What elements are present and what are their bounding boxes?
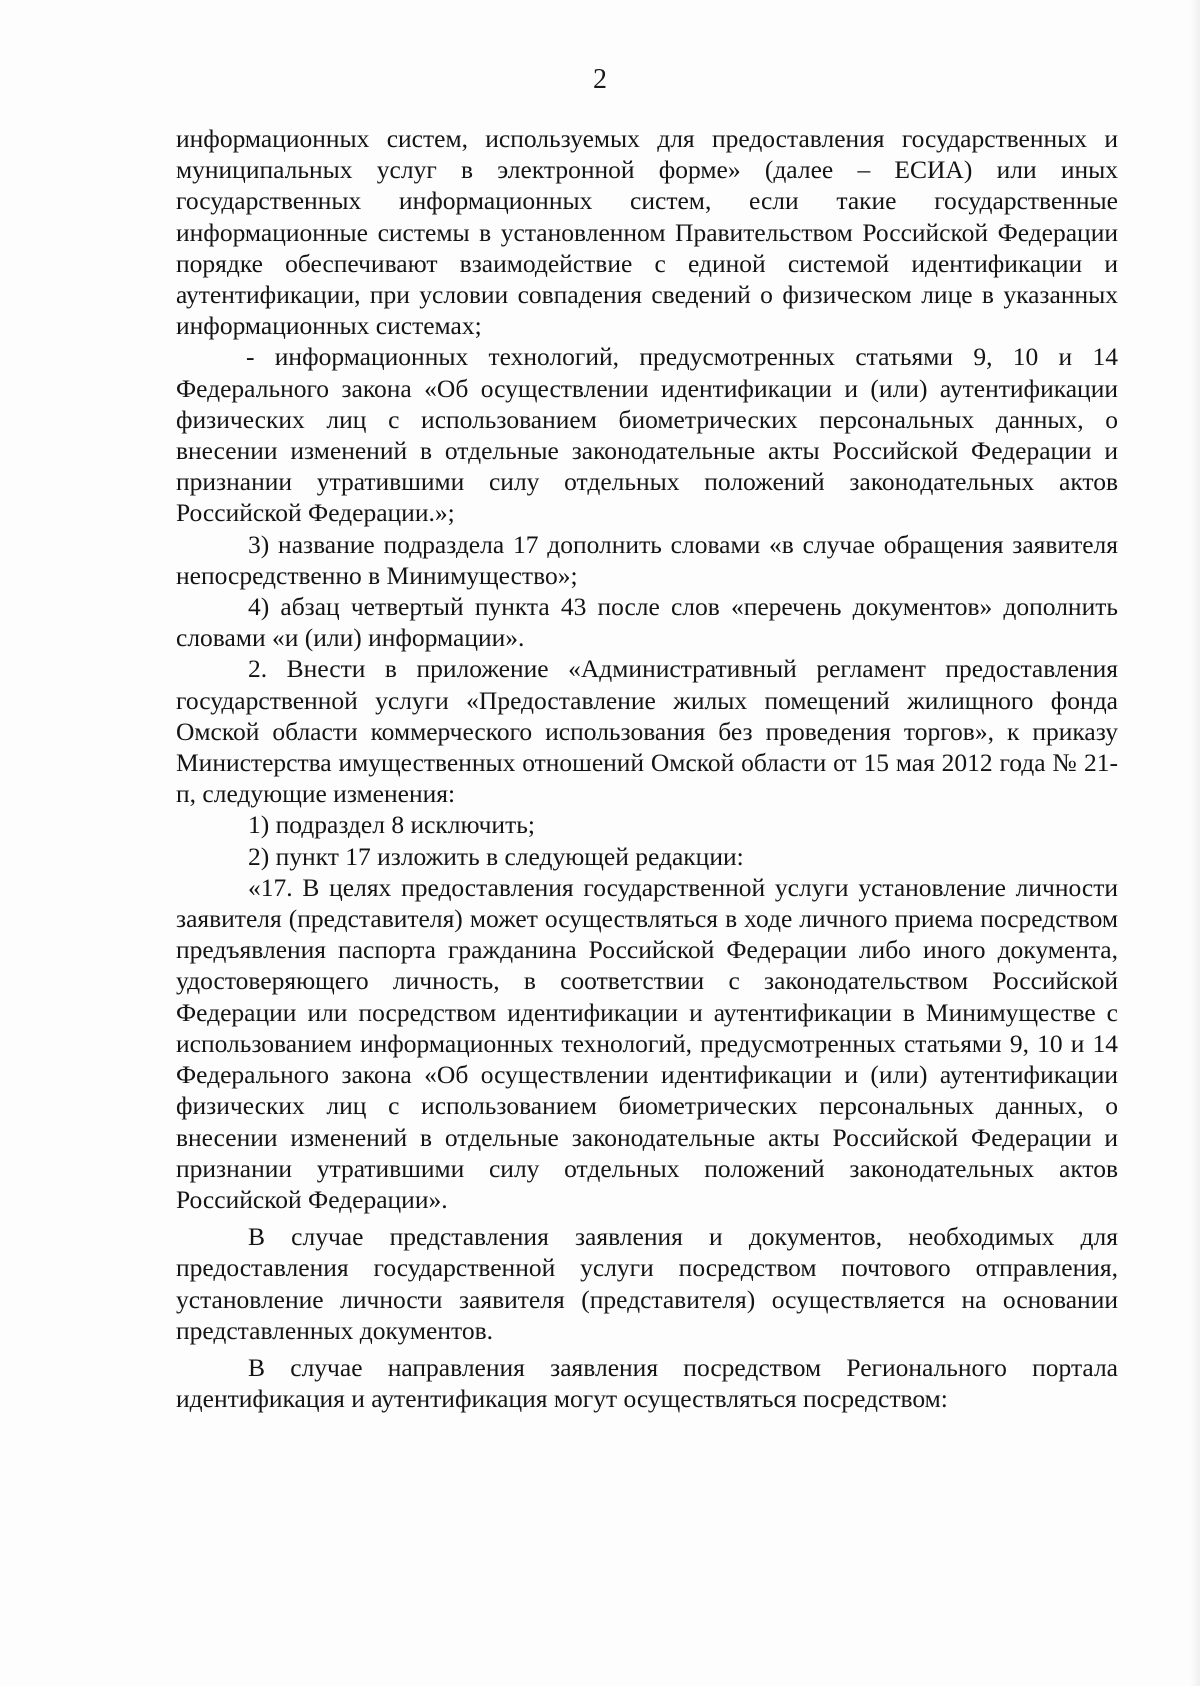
paragraph-clause-17: «17. В целях предоставления государственной услуги установление личности заявителя (представителя) может осуществляться в ходе личного приема посредством предъявления паспорта гражданина Российской Федерации либо иного документа, удостоверяющего личность, в соответствии с законодательством Российской Федерации или посредством идентификации и аутентификации в Минимуществе с использованием информационных технологий, предусмотренных статьями 9, 10 и 14 Федерального закона «Об осуществлении идентификации и (или) аутентификации физических лиц с использованием биометрических персональных данных, о внесении изменений в отдельные законодательные акты Российской Федерации и признании утратившими силу отдельных положений законодательных актов Российской Федерации».: [176, 872, 1118, 1214]
paragraph-postal-case: В случае представления заявления и документов, необходимых для предоставления государственной услуги посредством почтового отправления, установление личности заявителя (представителя) осуществляется на основании представленных документов.: [176, 1222, 1118, 1345]
document-body: [176, 123, 1118, 1414]
paragraph-continuation: информационных систем, используемых для предоставления государственных и муниципальных услуг в электронной форме» (далее – ЕСИА) или иных государственных информационных систем, если такие государственные информационные системы в установленном Правительством Российской Федерации порядке обеспечивают взаимодействие с единой системой идентификации и аутентификации, при условии совпадения сведений о физическом лице в указанных информационных системах;: [176, 124, 1118, 341]
paragraph-list-item: - информационных технологий, предусмотренных статьями 9, 10 и 14 Федерального закона «Об осуществлении идентификации и (или) аутентификации физических лиц с использованием биометрических персональных данных, о внесении изменений в отдельные законодательные акты Российской Федерации и признании утратившими силу отдельных положений законодательных актов Российской Федерации.»;: [176, 342, 1118, 528]
paragraph-section-2: 2. Внести в приложение «Административный регламент предоставления государственной услуги «Предоставление жилых помещений жилищного фонда Омской области коммерческого использования без проведения торгов», к приказу Министерства имущественных отношений Омской области от 15 мая 2012 года № 21-п, следующие изменения:: [176, 654, 1118, 809]
paragraph-item-4: 4) абзац четвертый пункта 43 после слов «перечень документов» дополнить словами «и (или) информации».: [176, 592, 1118, 653]
page-number: 2: [593, 64, 607, 95]
scan-edge: [1190, 0, 1200, 1686]
paragraph-item-2: 2) пункт 17 изложить в следующей редакции:: [248, 841, 744, 871]
paragraph-item-1: 1) подраздел 8 исключить;: [248, 810, 535, 840]
paragraph-portal-case: В случае направления заявления посредством Регионального портала идентификация и аутентификация могут осуществляться посредством:: [176, 1352, 1118, 1414]
paragraph-item-3: 3) название подраздела 17 дополнить словами «в случае обращения заявителя непосредственно в Минимущество»;: [176, 529, 1118, 590]
